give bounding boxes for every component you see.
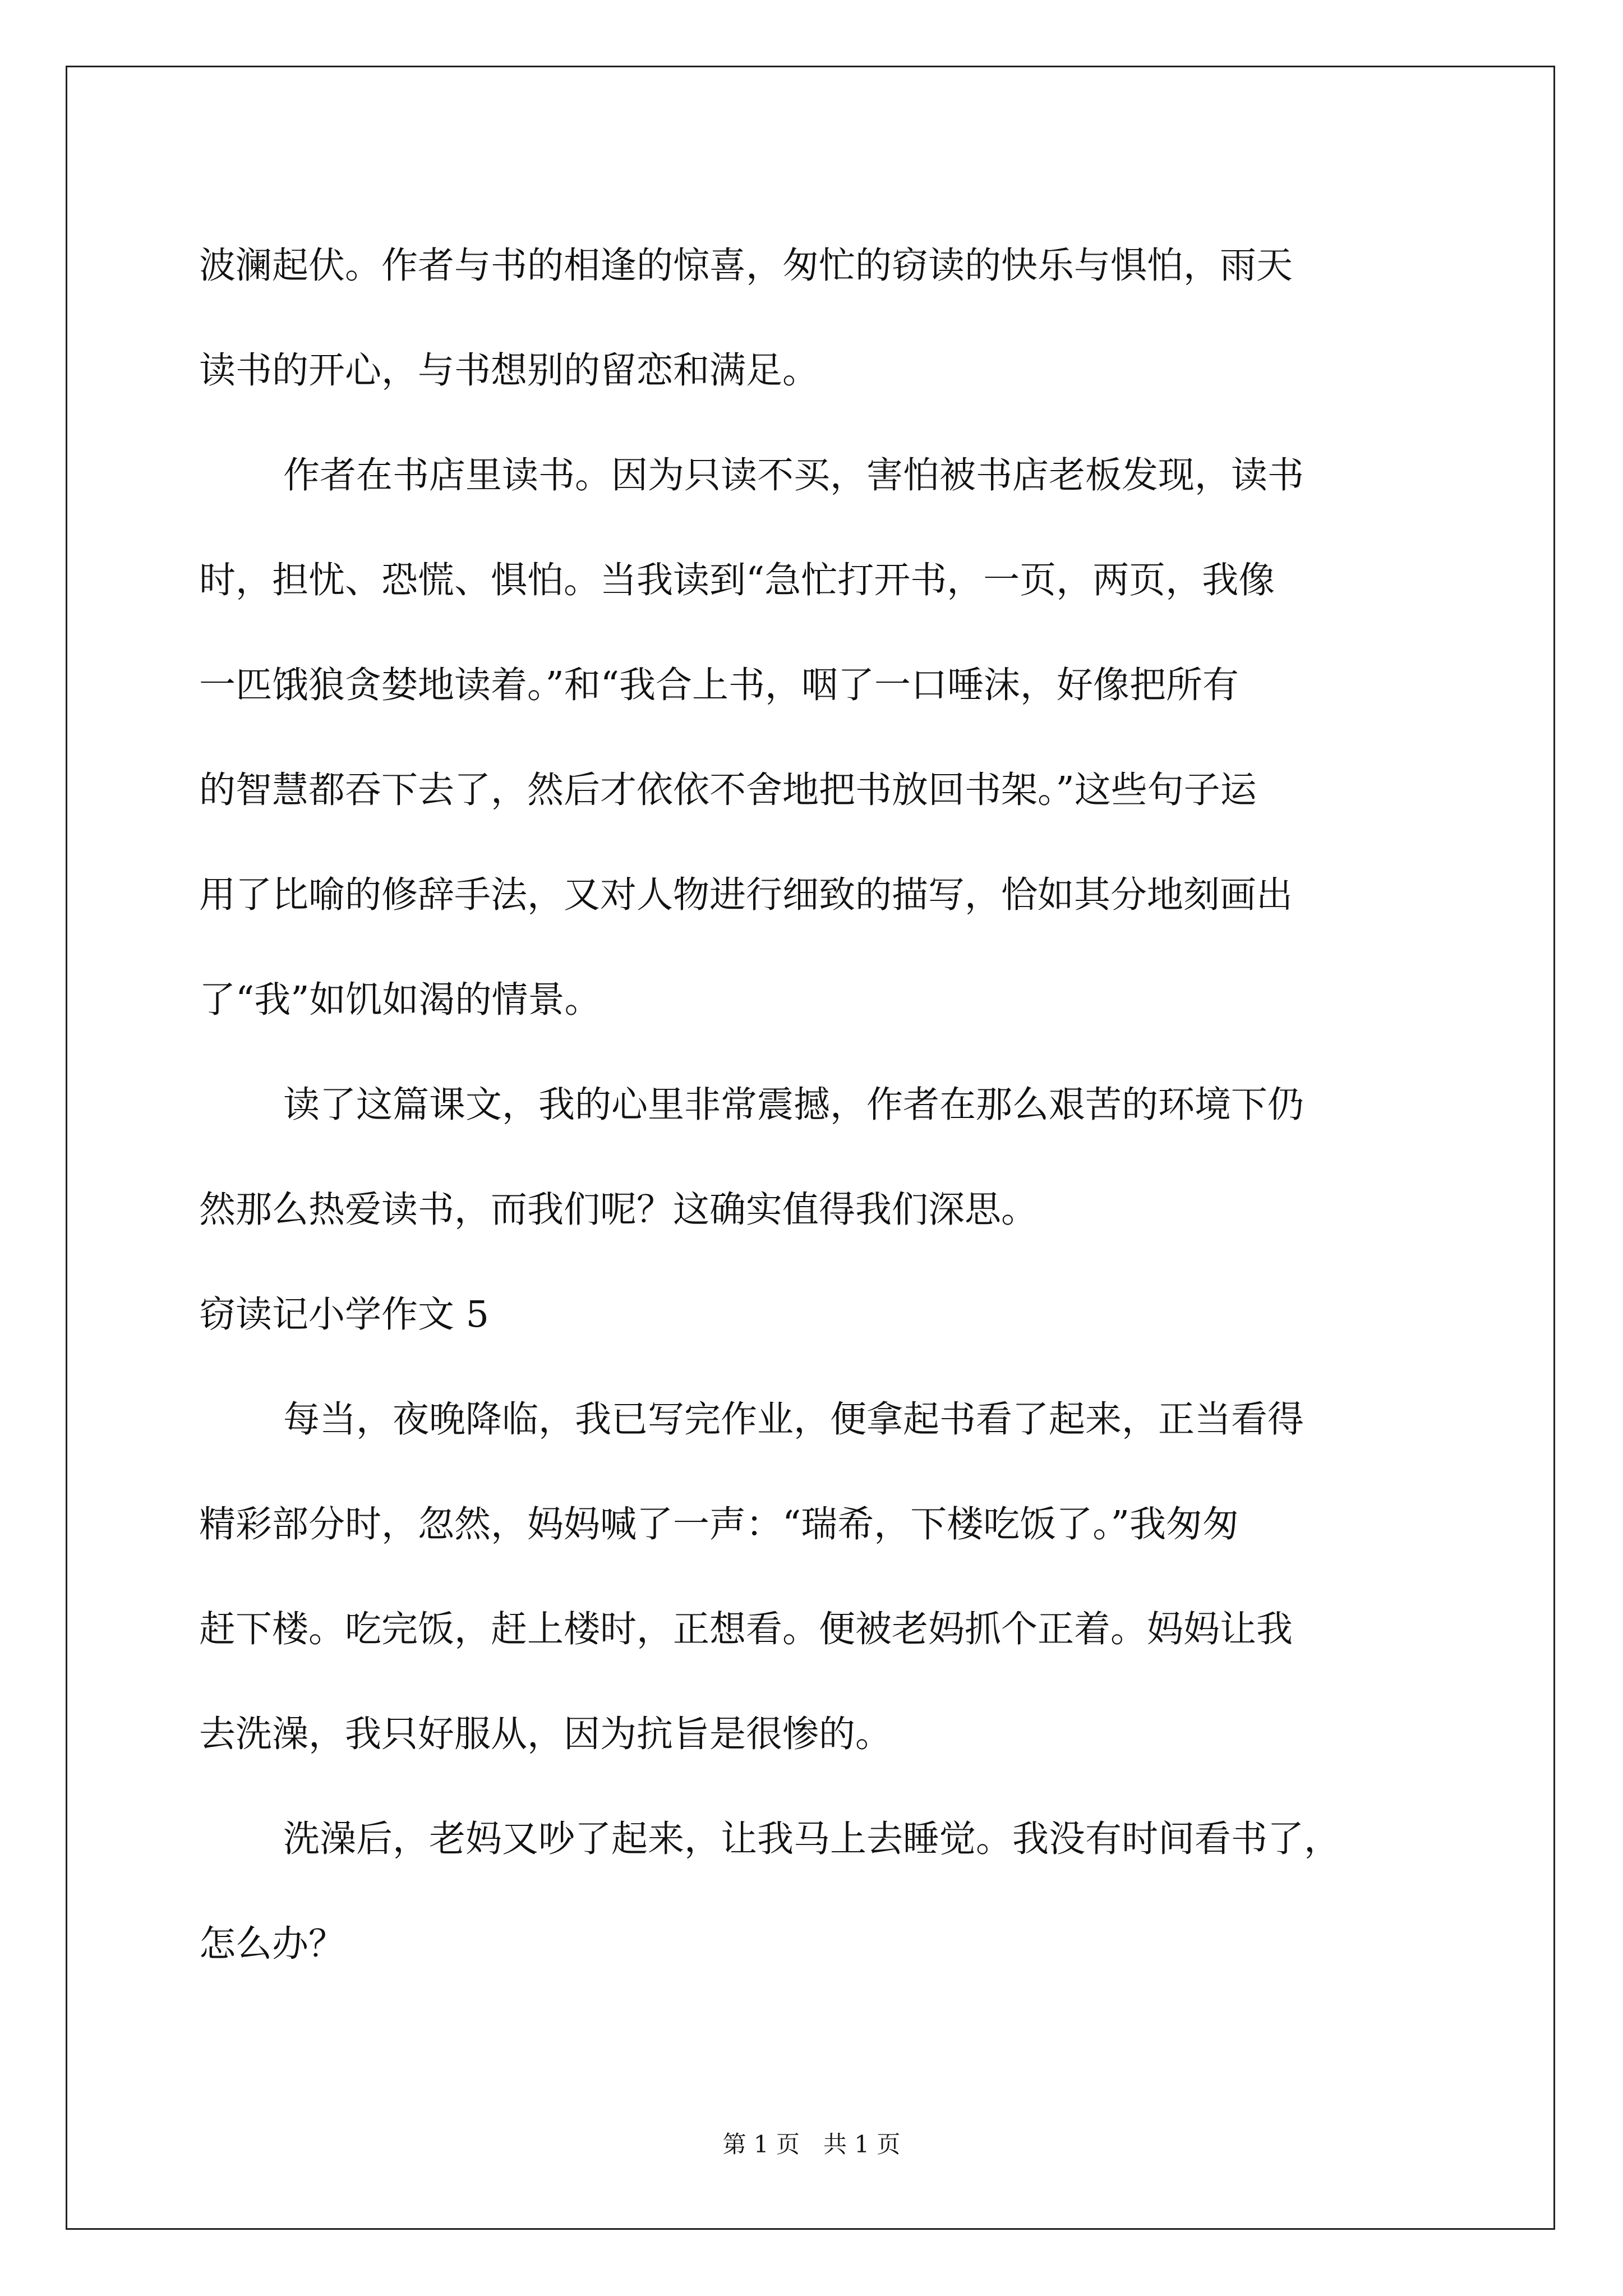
text-line: 去洗澡，我只好服从，因为抗旨是很惨的。 — [199, 1713, 892, 1755]
text-line: 每当，夜晚降临，我已写完作业，便拿起书看了起来，正当看得 — [283, 1398, 1304, 1441]
text-line: 读了这篇课文，我的心里非常震撼，作者在那么艰苦的环境下仍 — [283, 1084, 1304, 1126]
text-line: 的智慧都吞下去了，然后才依依不舍地把书放回书架。”这些句子运 — [199, 769, 1257, 811]
text-line: 用了比喻的修辞手法，又对人物进行细致的描写，恰如其分地刻画出 — [199, 874, 1293, 916]
text-line: 赶下楼。吃完饭，赶上楼时，正想看。便被老妈抓个正着。妈妈让我 — [199, 1608, 1293, 1650]
text-line: 然那么热爱读书，而我们呢？这确实值得我们深思。 — [199, 1189, 1038, 1231]
text-line: 一匹饿狼贪婪地读着。”和“我合上书，咽了一口唾沫，好像把所有 — [199, 664, 1239, 706]
document-body — [199, 213, 1433, 1996]
text-line: 时，担忧、恐慌、惧怕。当我读到“急忙打开书，一页，两页，我像 — [199, 559, 1275, 601]
text-line: 读书的开心，与书想别的留恋和满足。 — [199, 349, 819, 392]
page-number-footer: 第 1 页 共 1 页 — [722, 2131, 901, 2158]
text-line: 怎么办？ — [199, 1923, 345, 1965]
text-line: 波澜起伏。作者与书的相逢的惊喜，匆忙的窃读的快乐与惧怕，雨天 — [199, 245, 1293, 287]
text-line: 了“我”如饥如渴的情景。 — [199, 979, 601, 1021]
section-heading: 窃读记小学作文 5 — [199, 1294, 490, 1336]
text-line: 精彩部分时，忽然，妈妈喊了一声：“瑞希，下楼吃饭了。”我匆匆 — [199, 1503, 1239, 1545]
text-line: 作者在书店里读书。因为只读不买，害怕被书店老板发现，读书 — [283, 454, 1304, 496]
text-line: 洗澡后，老妈又吵了起来，让我马上去睡觉。我没有时间看书了， — [283, 1818, 1341, 1860]
